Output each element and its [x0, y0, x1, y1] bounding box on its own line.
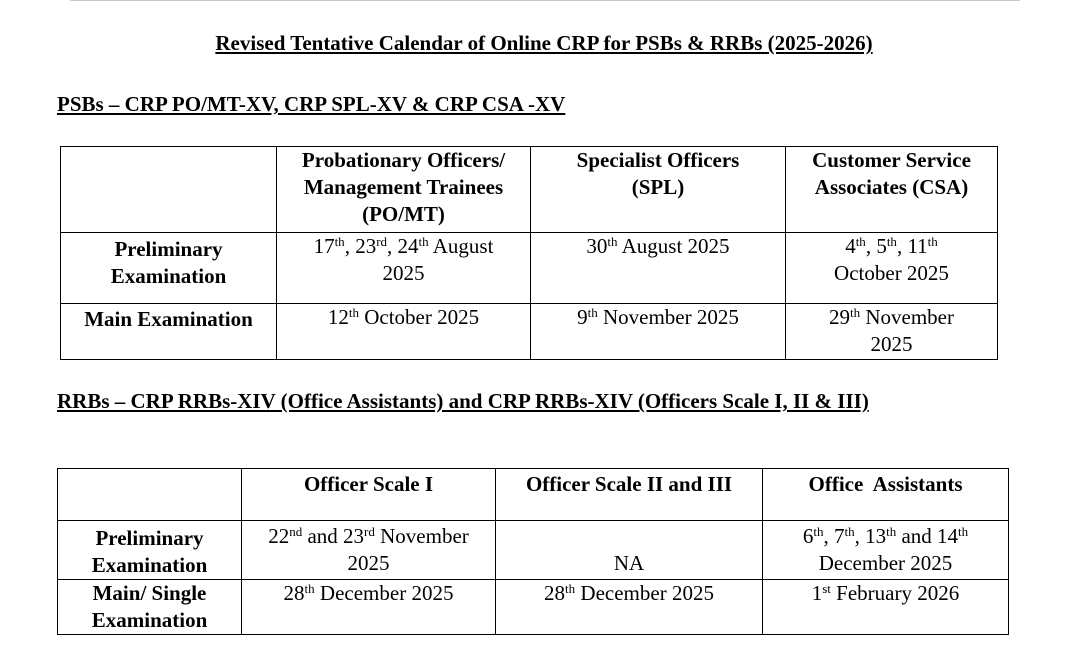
ordinal-suffix: th: [334, 234, 345, 249]
date-text: 29: [828, 305, 850, 329]
date-text: and 14: [896, 524, 959, 548]
date-text: , 11: [896, 234, 928, 258]
csa-prelim-date: [786, 233, 998, 304]
date-text: , 7: [823, 524, 845, 548]
spl-column-header: [531, 147, 786, 233]
date-line: [496, 580, 762, 607]
date-text: 9: [577, 305, 588, 329]
date-line: [242, 580, 495, 607]
table-row: [58, 521, 1009, 580]
ordinal-suffix: th: [587, 305, 598, 320]
date-text: 28: [283, 581, 305, 605]
date-line: [531, 233, 785, 260]
date-text: 6: [802, 524, 814, 548]
row-label-line: Preliminary: [114, 237, 223, 261]
scale1-main-date: [242, 580, 496, 635]
row-label-line: Main/ Single: [92, 581, 207, 605]
row-label-line: Examination: [91, 608, 208, 632]
date-line: [531, 304, 785, 331]
date-text: 1: [811, 581, 823, 605]
ordinal-suffix: th: [958, 524, 969, 539]
date-text: , 5: [865, 234, 887, 258]
ordinal-suffix: th: [886, 524, 897, 539]
ordinal-suffix: th: [886, 234, 897, 249]
table-header-row: [58, 469, 1009, 521]
date-line: [763, 523, 1008, 550]
row-label-line: Preliminary: [95, 526, 204, 550]
date-line: [242, 523, 495, 550]
csa-header-line: Customer Service: [812, 148, 971, 172]
psb-calendar-table: [60, 146, 998, 360]
row-label-line: Examination: [110, 264, 227, 288]
ordinal-suffix: th: [304, 581, 315, 596]
date-text: February 2026: [830, 581, 960, 605]
date-text: , 23: [344, 234, 377, 258]
date-text: December 2025: [575, 581, 714, 605]
na-text: NA: [613, 551, 645, 575]
po-main-date: [277, 304, 531, 360]
date-text: December 2025: [314, 581, 454, 605]
date-text: August: [428, 234, 494, 258]
oa-main-date: [763, 580, 1009, 635]
csa-column-header: [786, 147, 998, 233]
date-text: 30: [586, 234, 608, 258]
ordinal-suffix: rd: [364, 524, 375, 539]
row-label-main-single: [58, 580, 242, 635]
date-text: October 2025: [358, 305, 480, 329]
psb-section-heading: PSBs – CRP PO/MT-XV, CRP SPL-XV & CRP CSA -XV: [57, 92, 566, 116]
ordinal-suffix: th: [855, 234, 866, 249]
row-label-preliminary: [58, 521, 242, 580]
date-text: November: [374, 524, 469, 548]
empty-header-cell: [58, 469, 242, 521]
po-header-line: Probationary Officers/: [301, 148, 506, 172]
ordinal-suffix: nd: [289, 524, 303, 539]
date-text: November 2025: [597, 305, 739, 329]
spl-header-line: (SPL): [631, 175, 685, 199]
date-line: [786, 304, 997, 331]
ordinal-suffix: rd: [376, 234, 388, 249]
ordinal-suffix: th: [844, 524, 855, 539]
date-text: 28: [544, 581, 566, 605]
date-text: and 23: [302, 524, 365, 548]
table-header-row: [61, 147, 998, 233]
date-line: [277, 304, 530, 331]
date-line: October 2025: [834, 261, 949, 285]
date-text: , 24: [387, 234, 419, 258]
rrb-section-heading: RRBs – CRP RRBs-XIV (Office Assistants) and CRP RRBs-XIV (Officers Scale I, II & III): [57, 389, 869, 413]
top-rule: [70, 0, 1020, 1]
date-line: [763, 580, 1008, 607]
date-text: , 13: [854, 524, 887, 548]
office-assistants-column-header: Office Assistants: [763, 469, 1009, 521]
row-label-line: Examination: [91, 553, 208, 577]
spl-prelim-date: [531, 233, 786, 304]
date-line: 2025: [870, 332, 913, 356]
date-line: December 2025: [818, 551, 953, 575]
scale23-main-date: [496, 580, 763, 635]
scale1-column-header: Officer Scale I: [242, 469, 496, 521]
date-text: November: [860, 305, 954, 329]
ordinal-suffix: th: [565, 581, 576, 596]
table-row: [58, 580, 1009, 635]
row-label-preliminary: [61, 233, 277, 304]
date-line: [277, 233, 530, 260]
date-line: 2025: [382, 261, 425, 285]
ordinal-suffix: th: [418, 234, 429, 249]
row-label-main: Main Examination: [61, 304, 277, 360]
empty-header-cell: [61, 147, 277, 233]
oa-prelim-date: [763, 521, 1009, 580]
ordinal-suffix: th: [348, 305, 359, 320]
date-text: 17: [313, 234, 335, 258]
spl-header-line: Specialist Officers: [576, 148, 740, 172]
ordinal-suffix: th: [849, 305, 861, 320]
date-line: [786, 233, 997, 260]
csa-main-date: [786, 304, 998, 360]
scale23-column-header: Officer Scale II and III: [496, 469, 763, 521]
ordinal-suffix: th: [927, 234, 938, 249]
csa-header-line: Associates (CSA): [814, 175, 969, 199]
po-mt-column-header: [277, 147, 531, 233]
scale23-prelim-value: [496, 521, 763, 580]
table-row: [61, 304, 998, 360]
po-header-line: (PO/MT): [362, 202, 445, 226]
po-prelim-date: [277, 233, 531, 304]
page-title: Revised Tentative Calendar of Online CRP for PSBs & RRBs (2025-2026): [215, 31, 873, 55]
scale1-prelim-date: [242, 521, 496, 580]
date-text: August 2025: [617, 234, 730, 258]
ordinal-suffix: st: [822, 581, 831, 596]
ordinal-suffix: th: [607, 234, 618, 249]
po-header-line: Management Trainees: [303, 175, 504, 199]
date-text: 22: [268, 524, 290, 548]
rrb-calendar-table: [57, 468, 1009, 635]
date-text: 4: [845, 234, 856, 258]
spl-main-date: [531, 304, 786, 360]
date-text: 12: [327, 305, 349, 329]
date-line: 2025: [347, 551, 390, 575]
ordinal-suffix: th: [813, 524, 824, 539]
table-row: [61, 233, 998, 304]
